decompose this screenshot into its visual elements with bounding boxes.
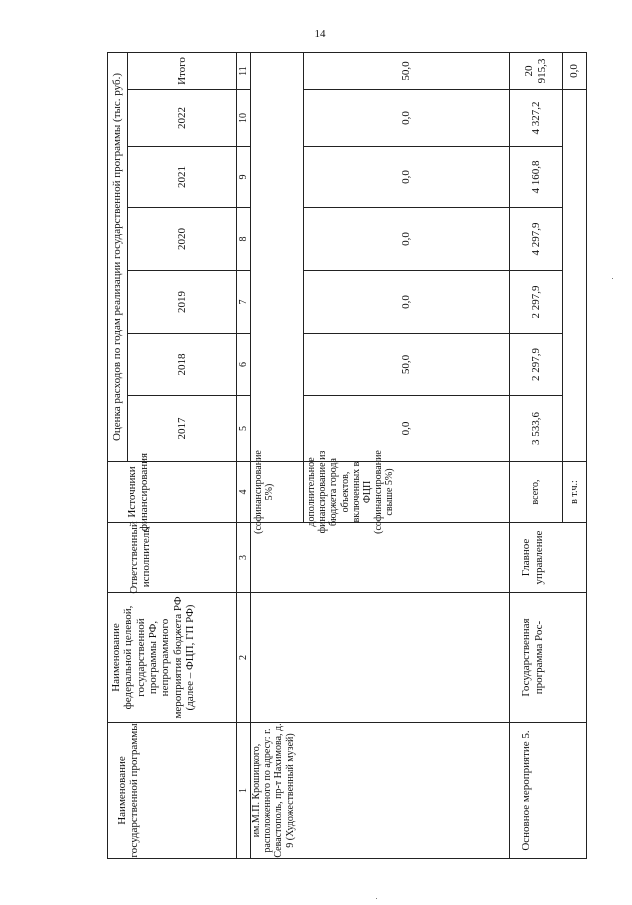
federal-program-cell (250, 592, 510, 723)
source-total-label: всего, (509, 461, 563, 523)
funding-source-cofinancing: (софинансирование 5%) (250, 461, 304, 523)
value-cell: 0,0 (303, 207, 510, 271)
total-value-cell: 2 297,9 (509, 270, 563, 334)
column-number: 2 (236, 592, 251, 723)
including-values-row (562, 89, 587, 462)
header-expense-estimate: Оценка расходов по годам реализации государственной программы (тыс. руб.) (107, 52, 128, 462)
value-cell: 0,0 (303, 270, 510, 334)
column-number: 10 (236, 89, 251, 147)
total-value-cell: 4 327,2 (509, 89, 563, 147)
header-program-name: Наименование государственной программы (107, 722, 237, 859)
value-cell: 0,0 (303, 89, 510, 147)
column-number: 6 (236, 333, 251, 396)
page-number: 14 (314, 28, 326, 40)
column-number: 5 (236, 395, 251, 462)
column-number: 1 (236, 722, 251, 859)
main-activity-5: Основное мероприятие 5. (509, 722, 587, 859)
column-number: 4 (236, 461, 251, 523)
header-responsible: Ответственный исполнитель (107, 522, 237, 593)
grand-total-cell: 20 915,3 (509, 52, 563, 90)
header-funding-sources: Источники финансирования (107, 461, 237, 523)
header-year: 2019 (127, 270, 237, 334)
rotated-budget-table (107, 52, 587, 859)
header-year: 2022 (127, 89, 237, 147)
total-value-cell: 4 160,8 (509, 146, 563, 208)
column-number: 11 (236, 52, 251, 90)
value-cell: 50,0 (303, 333, 510, 396)
total-cell: 50,0 (303, 52, 510, 90)
header-federal-program: Наименование федеральной целевой, государственной программы РФ, непрограммного мероприятия бюджета РФ (далее – ФЦП, ГП РФ) (107, 592, 237, 723)
total-value-cell: 3 533,6 (509, 395, 563, 462)
program-object-name: им.М.П. Крошицкого, расположенного по адресу: г. Севастополь, пр-т Нахимова, д. 9 (Художественный музей) (250, 722, 510, 859)
source-including-label: в т.ч.: (562, 461, 587, 523)
main-department-cell: Главное управление (509, 522, 587, 593)
total-value-cell: 2 297,9 (509, 333, 563, 396)
header-year: 2020 (127, 207, 237, 271)
column-number: 9 (236, 146, 251, 208)
funding-source-additional: дополнительное финансирование из бюджета города объектов, включенных в ФЦП (софинансирование свыше 5%) (303, 461, 510, 523)
header-year: 2018 (127, 333, 237, 396)
including-total-cell: 0,0 (562, 52, 587, 90)
column-number: 8 (236, 207, 251, 271)
column-number: 7 (236, 270, 251, 334)
scan-speck (612, 278, 613, 279)
scan-speck (376, 898, 377, 899)
header-total: Итого (127, 52, 237, 90)
state-program-cell: Государственная программа Рос- (509, 592, 587, 723)
cofinancing-values-row (250, 52, 304, 462)
column-number: 3 (236, 522, 251, 593)
total-value-cell: 4 297,9 (509, 207, 563, 271)
header-year: 2017 (127, 395, 237, 462)
value-cell: 0,0 (303, 146, 510, 208)
header-year: 2021 (127, 146, 237, 208)
value-cell: 0,0 (303, 395, 510, 462)
